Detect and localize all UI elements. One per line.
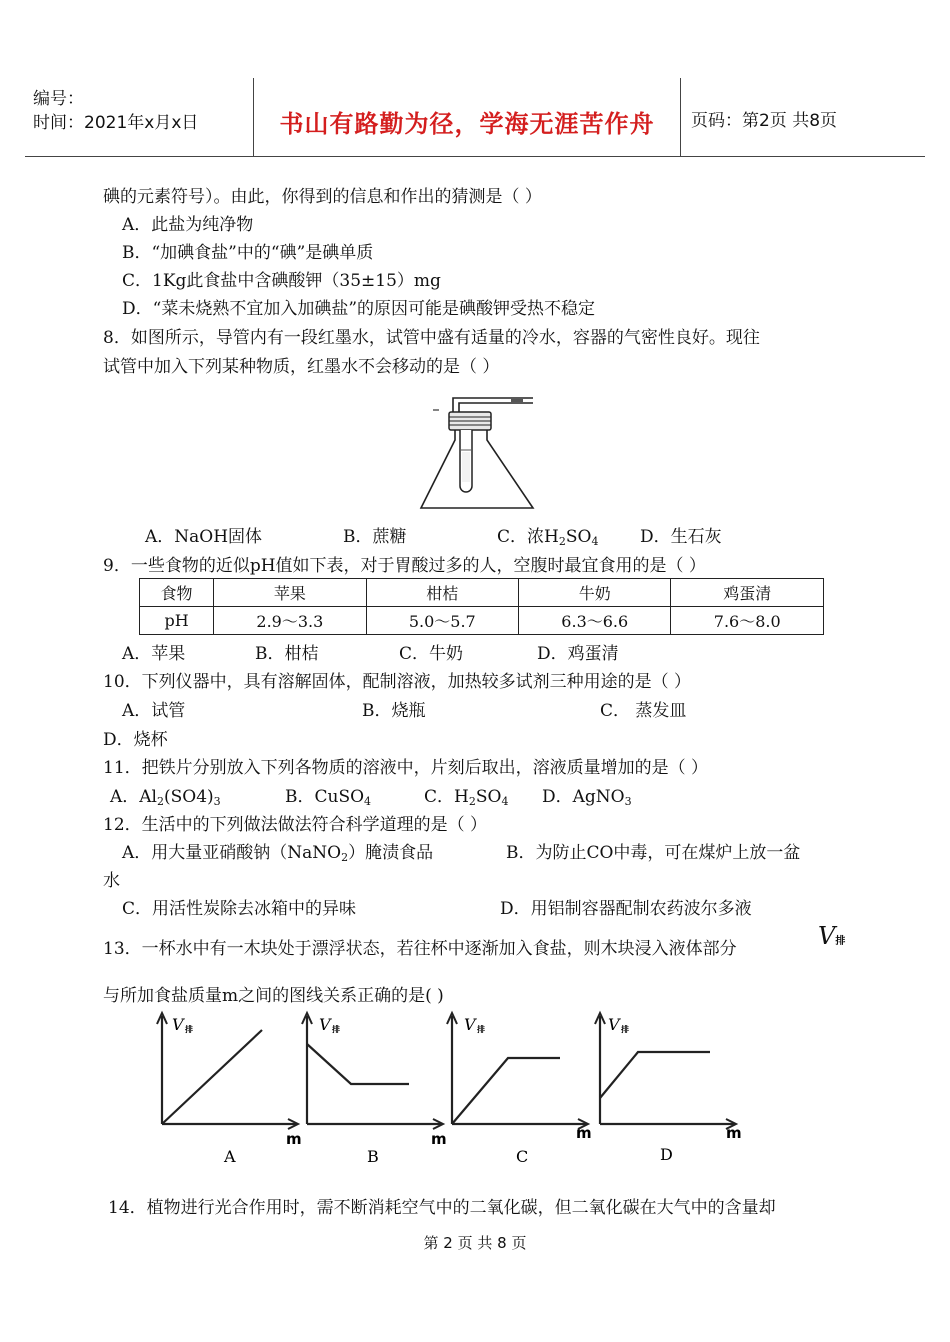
q10-option-b: B．烧瓶: [362, 701, 426, 721]
q7-option-d: D．“菜未烧熟不宜加入加碘盐”的原因可能是碘酸钾受热不稳定: [122, 299, 596, 319]
q8-option-a: A．NaOH固体: [145, 527, 263, 547]
header-motto-cell: [254, 78, 681, 156]
flask-apparatus-figure: [415, 390, 540, 518]
axis-label-sub: 排: [332, 1025, 340, 1034]
axis-label-m: m: [286, 1130, 302, 1148]
q12-option-b-cont: 水: [103, 871, 120, 891]
header-page-cell: [681, 78, 925, 156]
q13-stem-line2: 与所加食盐质量m之间的图线关系正确的是( ): [103, 986, 444, 1006]
q9-option-c: C．牛奶: [399, 644, 464, 664]
q11-option-a: A．$Al_2(SO4)_3$: [110, 787, 221, 808]
q12-option-d: D．用铝制容器配制农药波尔多液: [500, 899, 752, 919]
q8-option-b: B．蔗糖: [343, 527, 407, 547]
q7-continuation: 碘的元素符号）。由此，你得到的信息和作出的猜测是（ ）: [103, 187, 542, 207]
q11-stem: 11．把铁片分别放入下列各物质的溶液中，片刻后取出，溶液质量增加的是（ ）: [103, 758, 709, 778]
v-displaced-symbol: V排: [818, 922, 846, 950]
graph-label: A: [224, 1147, 236, 1166]
ph-table: [139, 578, 824, 635]
q8-stem-line2: 试管中加入下列某种物质，红墨水不会移动的是（ ）: [103, 357, 500, 377]
table-cell: 7.6～8.0: [671, 607, 824, 635]
graph-label: B: [367, 1147, 379, 1166]
axis-label-v: V: [172, 1015, 184, 1034]
q11-option-c: C．$H_2SO_4$: [424, 787, 509, 808]
axis-label-v: V: [464, 1015, 476, 1034]
axis-label-sub: 排: [621, 1025, 629, 1034]
q7-option-c: C．1Kg此食盐中含碘酸钾（35±15）mg: [122, 271, 441, 291]
code-label: 编号：: [33, 89, 84, 109]
q8-option-c: C．浓$H_2SO_4$: [497, 527, 599, 548]
q7-option-b: B．“加碘食盐”中的“碘”是碘单质: [122, 243, 374, 263]
q8-option-d: D．生石灰: [640, 527, 722, 547]
table-row: [140, 607, 824, 635]
q9-option-b: B．柑桔: [255, 644, 319, 664]
table-cell: 苹果: [214, 579, 366, 607]
axis-label-m: m: [576, 1124, 592, 1142]
table-cell: 6.3～6.6: [519, 607, 671, 635]
q10-option-a: A．试管: [122, 701, 186, 721]
table-cell: 2.9～3.3: [214, 607, 366, 635]
q9-option-a: A．苹果: [122, 644, 186, 664]
graph-label: D: [660, 1145, 673, 1164]
q8-stem-line1: 8．如图所示，导管内有一段红墨水，试管中盛有适量的冷水，容器的气密性良好。现往: [103, 328, 760, 348]
q9-option-d: D．鸡蛋清: [537, 644, 619, 664]
axis-label-sub: 排: [185, 1025, 193, 1034]
graph-label: C: [516, 1147, 529, 1166]
table-cell: 柑桔: [366, 579, 518, 607]
q11-option-d: D．AgNO$_3$: [542, 787, 632, 808]
graph-a: [150, 1010, 300, 1168]
q10-option-c: C． 蒸发皿: [600, 701, 687, 721]
page-label: 页码：第2页 共8页: [691, 111, 838, 131]
q12-stem: 12．生活中的下列做法做法符合科学道理的是（ ）: [103, 815, 488, 835]
time-label: 时间：2021年x月x日: [33, 113, 199, 133]
q12-option-b: B．为防止CO中毒，可在煤炉上放一盆: [506, 843, 801, 863]
axis-label-sub: 排: [477, 1025, 485, 1034]
q12-option-a: A．用大量亚硝酸钠（NaNO$_2$）腌渍食品: [122, 843, 434, 864]
q9-stem: 9．一些食物的近似pH值如下表，对于胃酸过多的人，空腹时最宜食用的是（ ）: [103, 556, 706, 576]
header-info-cell: [25, 78, 254, 156]
graph-d: [588, 1010, 740, 1168]
page-header: [25, 78, 925, 157]
q14-stem: 14．植物进行光合作用时，需不断消耗空气中的二氧化碳，但二氧化碳在大气中的含量却: [108, 1198, 776, 1218]
table-cell: 食物: [140, 579, 214, 607]
graph-b: [295, 1010, 445, 1168]
graph-c: [440, 1010, 590, 1168]
axis-label-m: m: [431, 1130, 447, 1148]
axis-label-m: m: [726, 1124, 742, 1142]
table-cell: 5.0～5.7: [366, 607, 518, 635]
table-cell: pH: [140, 607, 214, 635]
axis-label-v: V: [608, 1015, 620, 1034]
q10-stem: 10．下列仪器中，具有溶解固体，配制溶液，加热较多试剂三种用途的是（ ）: [103, 672, 692, 692]
q13-stem-line1: 13．一杯水中有一木块处于漂浮状态，若往杯中逐渐加入食盐，则木块浸入液体部分: [103, 939, 737, 959]
table-cell: 鸡蛋清: [671, 579, 824, 607]
page-footer: 第 2 页 共 8 页: [423, 1234, 527, 1252]
table-cell: 牛奶: [519, 579, 671, 607]
q10-option-d: D．烧杯: [103, 730, 168, 750]
axis-label-v: V: [319, 1015, 331, 1034]
motto: 书山有路勤为径，学海无涯苦作舟: [279, 110, 655, 138]
q11-option-b: B．CuSO$_4$: [285, 787, 372, 808]
q12-option-c: C．用活性炭除去冰箱中的异味: [122, 899, 357, 919]
table-row: [140, 579, 824, 607]
q7-option-a: A．此盐为纯净物: [122, 215, 254, 235]
